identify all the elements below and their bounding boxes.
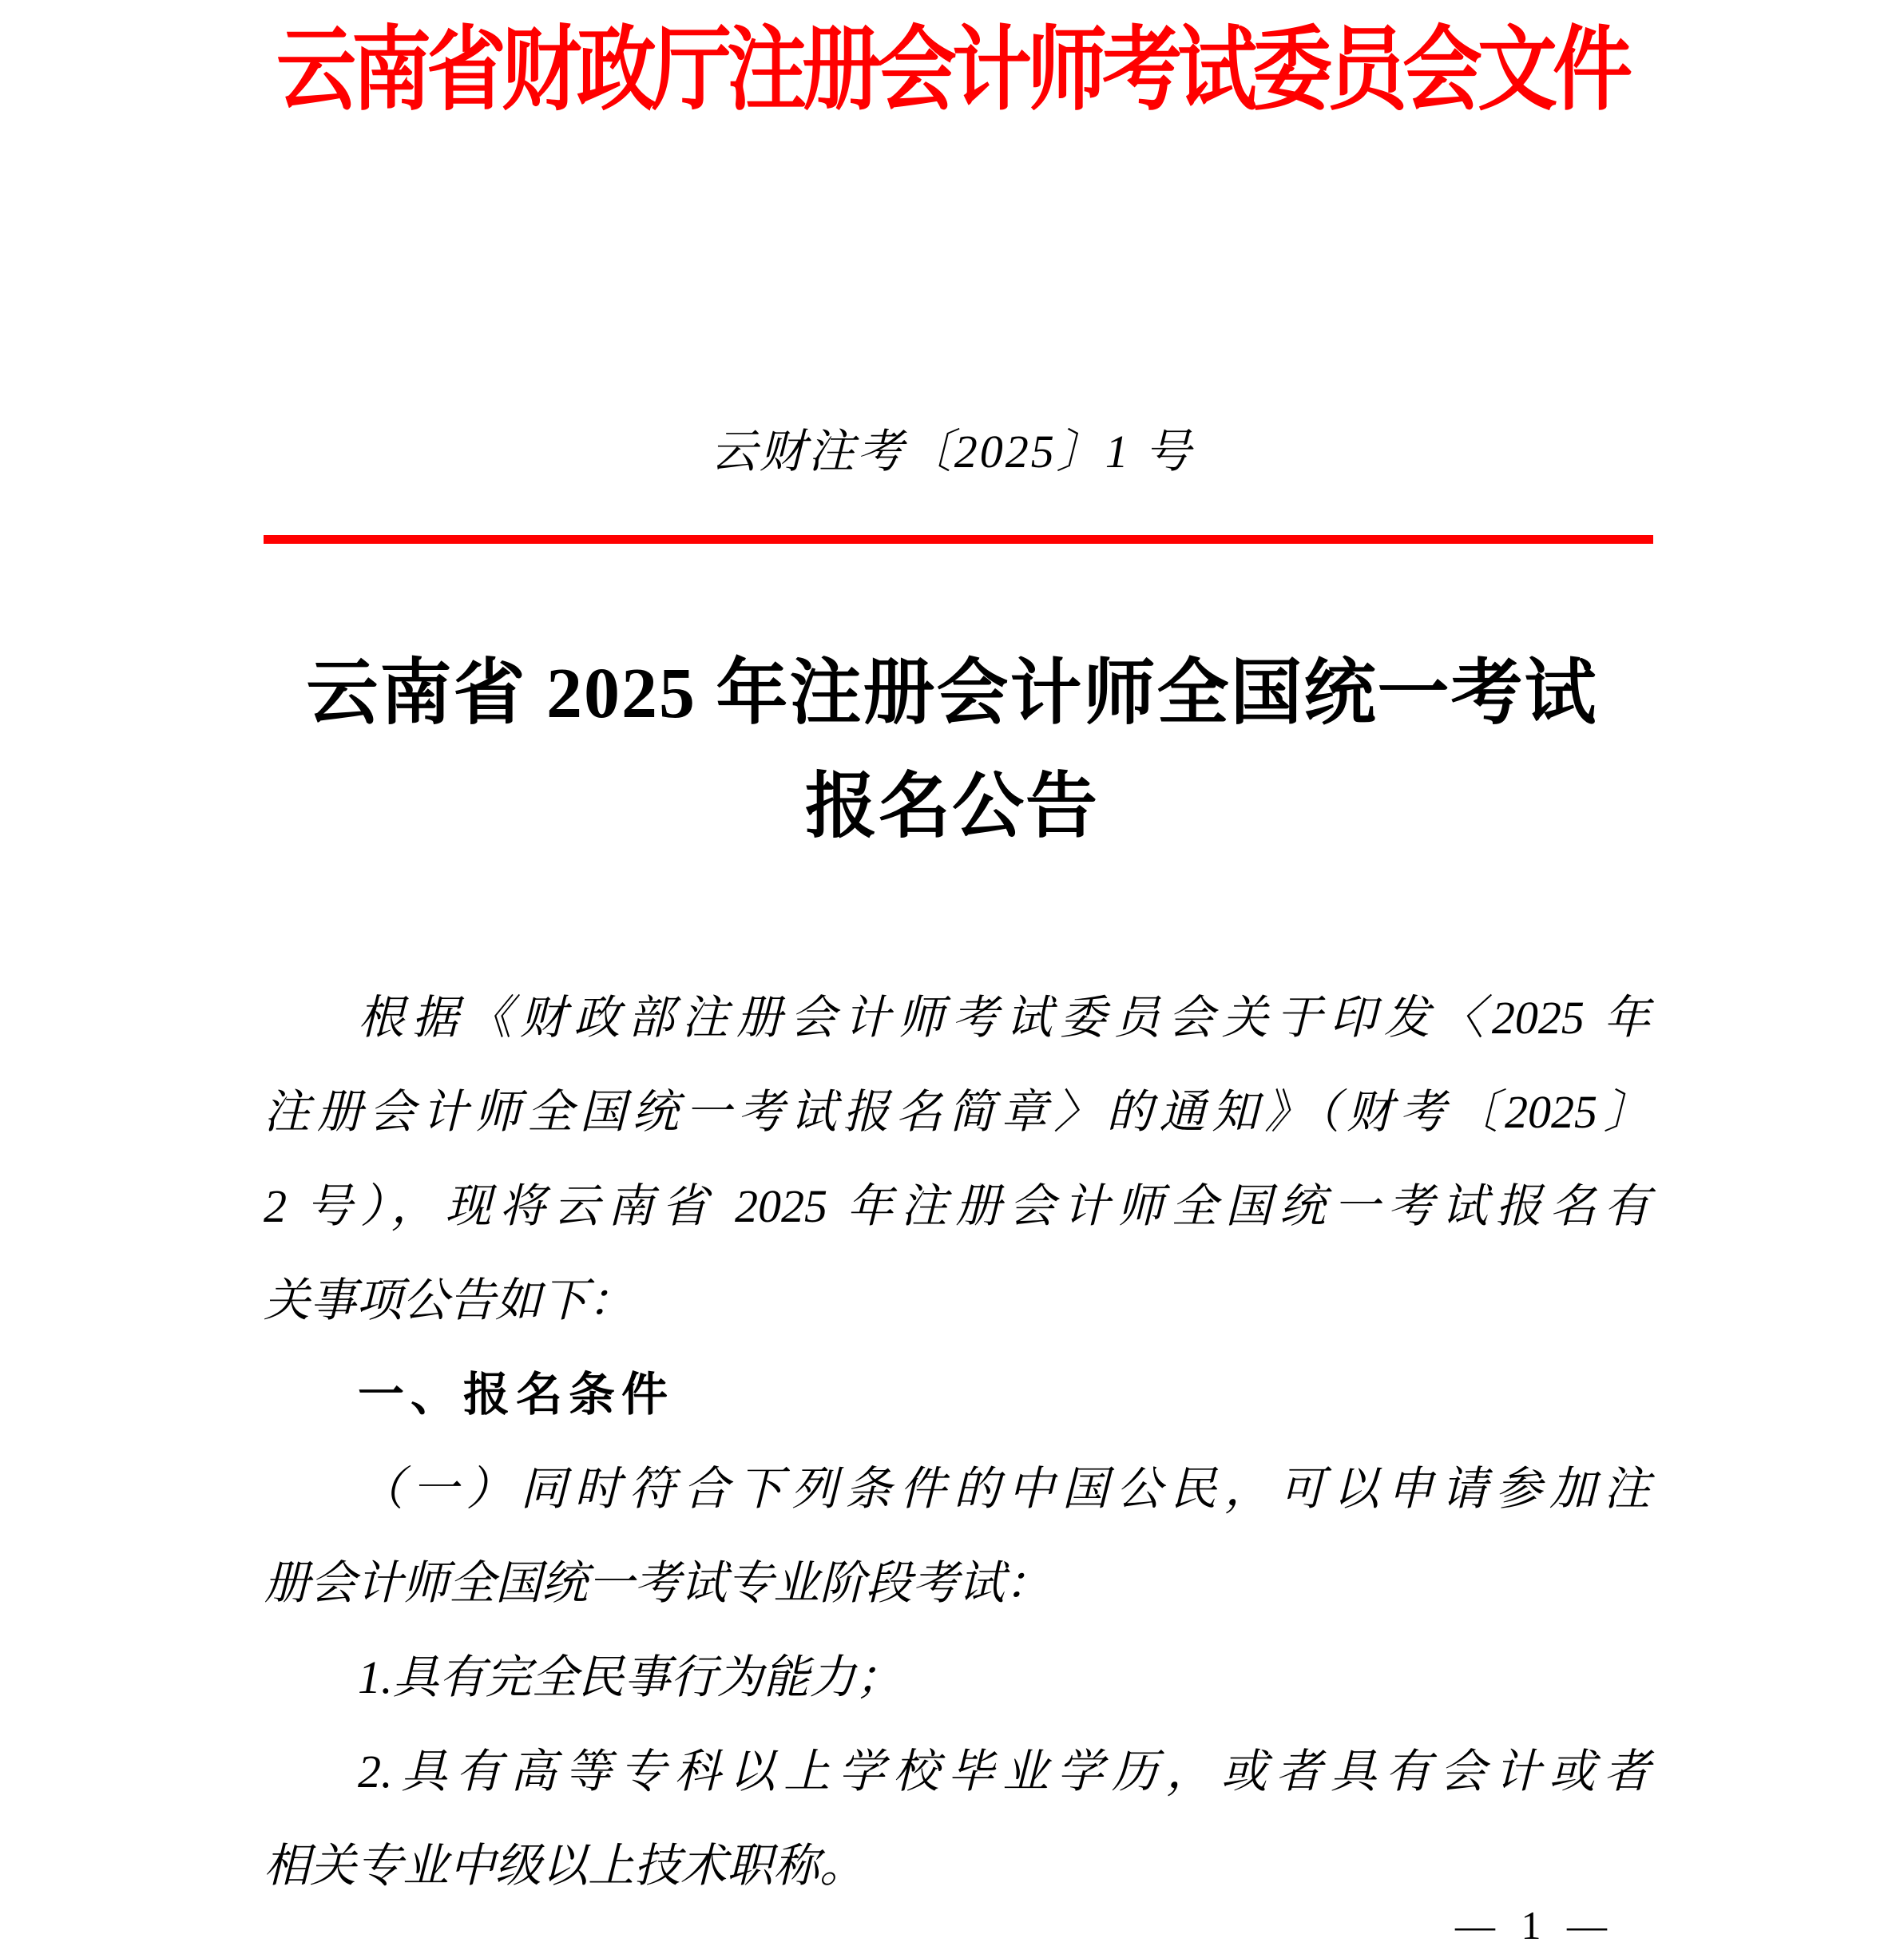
doc-reference-number: 云财注考〔2025〕1 号 bbox=[710, 426, 1194, 478]
body-line: 相关专业中级以上技术职称。 bbox=[264, 1840, 867, 1892]
section-heading: 一、报名条件 bbox=[358, 1369, 675, 1421]
red-divider-line bbox=[264, 535, 1653, 544]
page-number: — 1 — bbox=[1455, 1903, 1615, 1948]
document-title bbox=[0, 637, 1904, 864]
document-header-title: 云南省财政厅注册会计师考试委员会文件 bbox=[276, 18, 1628, 121]
document-title-line-1: 云南省 2025 年注册会计师全国统一考试 bbox=[306, 654, 1598, 733]
body-line: 2 号），现将云南省 2025 年注册会计师全国统一考试报名有 bbox=[264, 1180, 1650, 1232]
document-body bbox=[264, 971, 1650, 1913]
body-line: 注册会计师全国统一考试报名简章〉的通知》（财考〔2025〕 bbox=[264, 1086, 1650, 1138]
body-line: 2.具有高等专科以上学校毕业学历，或者具有会计或者 bbox=[358, 1746, 1650, 1797]
body-line: 关事项公告如下： bbox=[264, 1274, 635, 1326]
body-line: 根据《财政部注册会计师考试委员会关于印发〈2025 年 bbox=[358, 992, 1650, 1044]
body-line: 册会计师全国统一考试专业阶段考试： bbox=[264, 1557, 1052, 1609]
body-line: （一）同时符合下列条件的中国公民，可以申请参加注 bbox=[358, 1463, 1650, 1515]
body-line: 1.具有完全民事行为能力； bbox=[358, 1651, 902, 1703]
document-title-line-2: 报名公告 bbox=[805, 767, 1099, 846]
